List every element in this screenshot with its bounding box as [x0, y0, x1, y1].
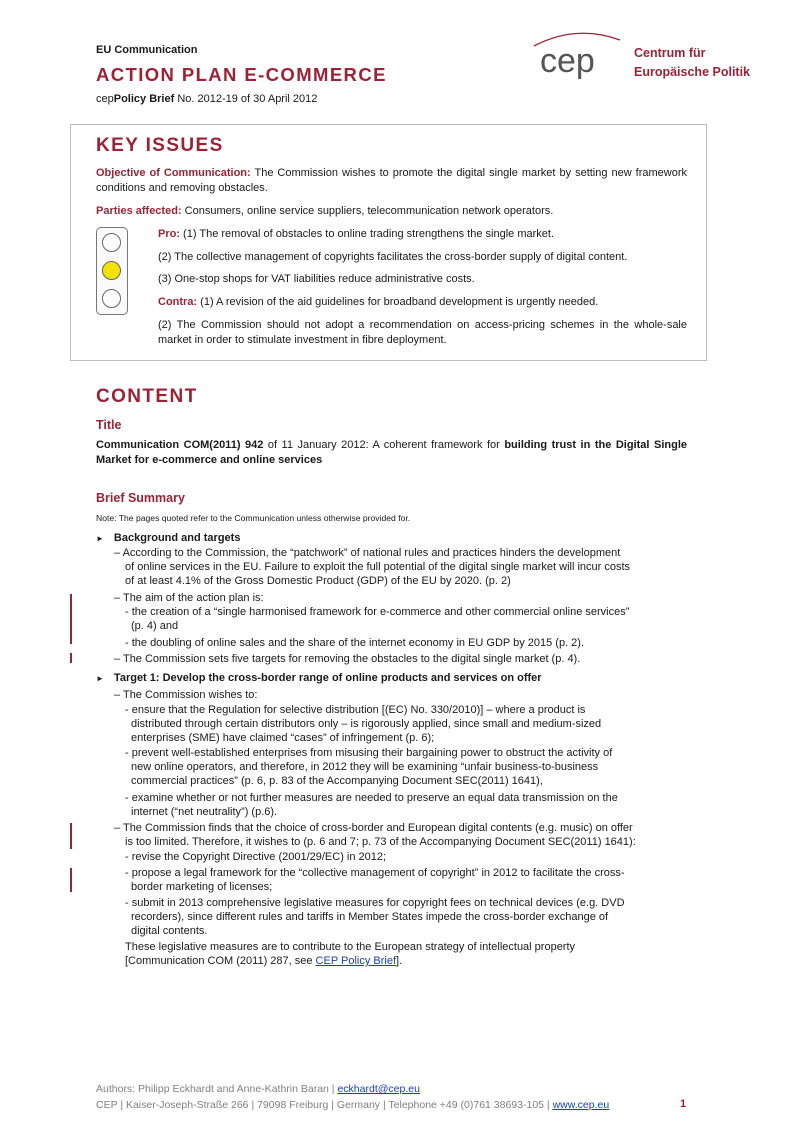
triangle-bullet-icon: ►	[96, 534, 104, 543]
title-heading: Title	[96, 418, 122, 432]
change-marker	[70, 823, 72, 849]
objective-label: Objective of Communication:	[96, 167, 251, 179]
pro-item-3: (3) One-stop shops for VAT liabilities reduce administrative costs.	[158, 273, 475, 285]
author-email-link[interactable]: eckhardt@cep.eu	[337, 1083, 420, 1095]
summary-line-with-link	[125, 954, 686, 968]
cep-logo	[528, 30, 624, 82]
document-series: EU Communication	[96, 44, 198, 56]
authors-text: Authors: Philipp Eckhardt and Anne-Kathrin Baran |	[96, 1083, 338, 1095]
footer-address	[96, 1099, 609, 1111]
pro-item-2: (2) The collective management of copyrights facilitates the cross-border supply of digital content.	[158, 251, 628, 263]
content-heading: CONTENT	[96, 386, 198, 407]
organisation-name	[634, 44, 750, 82]
summary-line: commercial practices” (p. 6, p. 83 of the Accompanying Document SEC(2011) 1641),	[131, 775, 543, 787]
brief-summary-heading: Brief Summary	[96, 491, 185, 505]
org-line-1: Centrum für	[634, 46, 706, 60]
summary-line: - the doubling of online sales and the share of the internet economy in EU GDP by 2015 (p. 2).	[125, 637, 585, 649]
summary-line: - the creation of a “single harmonised framework for e-commerce and other commercial online services”	[125, 606, 630, 618]
summary-line: of at least 4.1% of the Gross Domestic Product (GDP) of the EU by 2020. (p. 2)	[125, 575, 511, 587]
policy-brief-number	[96, 93, 317, 105]
objective-paragraph	[96, 166, 687, 195]
parties-label: Parties affected:	[96, 205, 182, 217]
key-issues-heading: KEY ISSUES	[96, 135, 224, 156]
change-marker	[70, 653, 72, 663]
summary-line: (p. 4) and	[131, 620, 179, 632]
summary-line: recorders), since different rules and tariffs in Member States impede the cross-border exchange of	[131, 911, 609, 923]
brief-rest: No. 2012-19 of 30 April 2012	[174, 93, 318, 105]
summary-line: These legislative measures are to contribute to the European strategy of intellectual property	[125, 941, 576, 953]
summary-line: - examine whether or not further measures are needed to preserve an equal data transmission on the	[125, 792, 618, 804]
traffic-light-middle-lamp	[102, 261, 121, 280]
summary-line: - prevent well-established enterprises from misusing their bargaining power to obstruct the activity of	[125, 747, 613, 759]
cep-policy-brief-link[interactable]: CEP Policy Brief	[315, 955, 397, 967]
summary-line: enterprises (SME) have claimed “cases” of infringement (p. 6);	[131, 732, 435, 744]
summary-line: – The aim of the action plan is:	[114, 592, 264, 604]
summary-line: – The Commission sets five targets for removing the obstacles to the digital single market (p. 4).	[114, 653, 581, 665]
title-bold-1: Communication COM(2011) 942	[96, 439, 264, 451]
summary-line: internet (“net neutrality”) (p.6).	[131, 806, 278, 818]
change-marker	[70, 868, 72, 892]
section-1-title: Background and targets	[113, 532, 241, 544]
summary-line: new online operators, and therefore, in 2012 they will be examining “unfair business-to-business	[131, 761, 599, 773]
summary-line: – According to the Commission, the “patchwork” of national rules and practices hinders the development	[114, 547, 621, 559]
traffic-light-icon	[96, 227, 128, 315]
pro-label: Pro:	[158, 228, 180, 240]
link-tail: ].	[396, 955, 403, 967]
website-link[interactable]: www.cep.eu	[552, 1099, 610, 1111]
summary-line: - ensure that the Regulation for selective distribution [(EC) No. 330/2010)] – where a product is	[125, 704, 586, 716]
contra-label: Contra:	[158, 296, 198, 308]
traffic-light-bottom-lamp	[102, 289, 121, 308]
objective-text: The Commission wishes to promote the digital single market by setting new framework conditions and removing obstacles.	[96, 167, 688, 194]
summary-note: Note: The pages quoted refer to the Communication unless otherwise provided for.	[96, 513, 411, 523]
change-marker	[70, 594, 72, 644]
summary-line: – The Commission wishes to:	[114, 689, 258, 701]
summary-line: [Communication COM (2011) 287, see	[125, 955, 316, 967]
traffic-light-top-lamp	[102, 233, 121, 252]
parties-paragraph	[96, 204, 687, 219]
summary-line: of online services in the EU. Failure to exploit the full potential of the digital single market will incur costs	[125, 561, 631, 573]
contra-item-1	[158, 295, 687, 310]
summary-line: - revise the Copyright Directive (2001/29/EC) in 2012;	[125, 851, 387, 863]
org-line-2: Europäische Politik	[634, 65, 751, 79]
pro-item-1	[158, 227, 687, 242]
summary-line: digital contents.	[131, 925, 208, 937]
title-plain: of 11 January 2012: A coherent framework for	[263, 439, 505, 451]
summary-line: - propose a legal framework for the “collective management of copyright” in 2012 to facilitate the cross-	[125, 867, 625, 879]
logo-text: cep	[540, 42, 595, 80]
section-2-title: Target 1: Develop the cross-border range of online products and services on offer	[113, 672, 542, 684]
triangle-bullet-icon: ►	[96, 674, 104, 683]
summary-line: distributed through certain distributors only – is rigorously applied, since small and medium-sized	[131, 718, 602, 730]
page-number: 1	[680, 1098, 687, 1110]
summary-line: – The Commission finds that the choice of cross-border and European digital contents (e.g. music) on offer	[114, 822, 633, 834]
brief-prefix: cep	[96, 93, 114, 105]
communication-title	[96, 438, 687, 467]
summary-line: border marketing of licenses;	[131, 881, 273, 893]
address-text: CEP | Kaiser-Joseph-Straße 266 | 79098 Freiburg | Germany | Telephone +49 (0)761 38693-105 |	[96, 1099, 553, 1111]
summary-line: - submit in 2013 comprehensive legislative measures for copyright fees on technical devices (e.g. DVD	[125, 897, 625, 909]
document-title: ACTION PLAN E-COMMERCE	[96, 64, 387, 85]
contra-text-1: (1) A revision of the aid guidelines for broadband development is urgently needed.	[197, 296, 599, 308]
title-bold-2: building trust in the Digital Single Market for e-commerce and online services	[96, 439, 687, 466]
summary-line: is too limited. Therefore, it wishes to (p. 6 and 7; p. 73 of the Accompanying Document SEC(2011) 1641):	[125, 836, 636, 848]
footer-authors	[96, 1083, 420, 1095]
section-target-1	[96, 672, 542, 684]
parties-text: Consumers, online service suppliers, telecommunication network operators.	[181, 205, 554, 217]
section-background-targets	[96, 532, 240, 544]
brief-bold: Policy Brief	[113, 93, 175, 105]
contra-item-2: (2) The Commission should not adopt a recommendation on access-pricing schemes in the whole-sale market in order to stimulate investment in fibre deployment.	[158, 319, 687, 346]
pro-text-1: (1) The removal of obstacles to online trading strengthens the single market.	[180, 228, 554, 240]
